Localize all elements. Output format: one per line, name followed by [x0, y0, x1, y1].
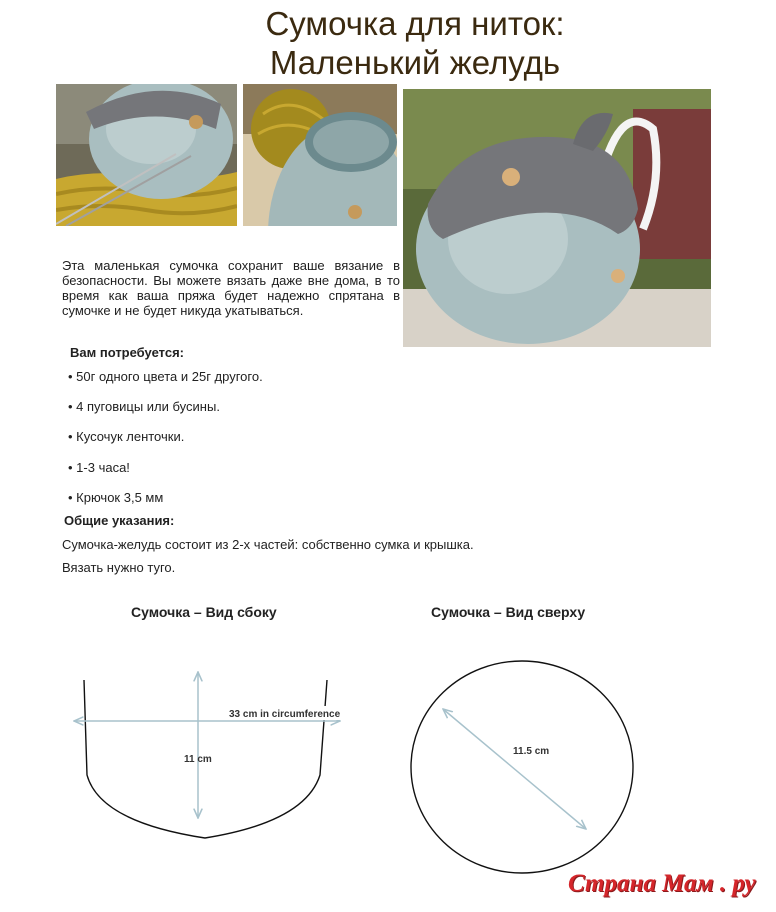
list-item: • 50г одного цвета и 25г другого. [68, 369, 263, 384]
height-label: 11 cm [184, 754, 212, 765]
top-view-circle [411, 661, 633, 873]
page-title-line2: Маленький желудь [269, 44, 561, 81]
list-item: • 4 пуговицы или бусины. [68, 399, 220, 414]
list-item: • Крючок 3,5 мм [68, 490, 164, 505]
list-item: • Кусочук ленточки. [68, 429, 185, 444]
general-heading: Общие указания: [64, 513, 175, 528]
site-watermark: Страна Мам . ру [568, 870, 756, 897]
diameter-label: 11.5 cm [513, 746, 550, 757]
page-title-line1: Сумочка для ниток: [265, 5, 565, 42]
needs-heading: Вам потребуется: [70, 345, 184, 360]
list-item: • 1-3 часа! [68, 460, 130, 475]
top-view-title: Сумочка – Вид сверху [431, 604, 586, 620]
intro-paragraph: Эта маленькая сумочка сохранит ваше вязание в безопасности. Вы можете вязать даже вне дома, в то время как ваша пряжа будет надежно спрятана в сумочке и не будет никуда укатываться. [62, 258, 400, 318]
diameter-arrow [443, 709, 586, 829]
circumference-label: 33 cm in circumference [229, 709, 341, 720]
side-view-title: Сумочка – Вид сбоку [131, 604, 277, 620]
general-line: Вязать нужно туго. [62, 560, 176, 575]
general-line: Сумочка-желудь состоит из 2-х частей: собственно сумка и крышка. [62, 537, 474, 552]
